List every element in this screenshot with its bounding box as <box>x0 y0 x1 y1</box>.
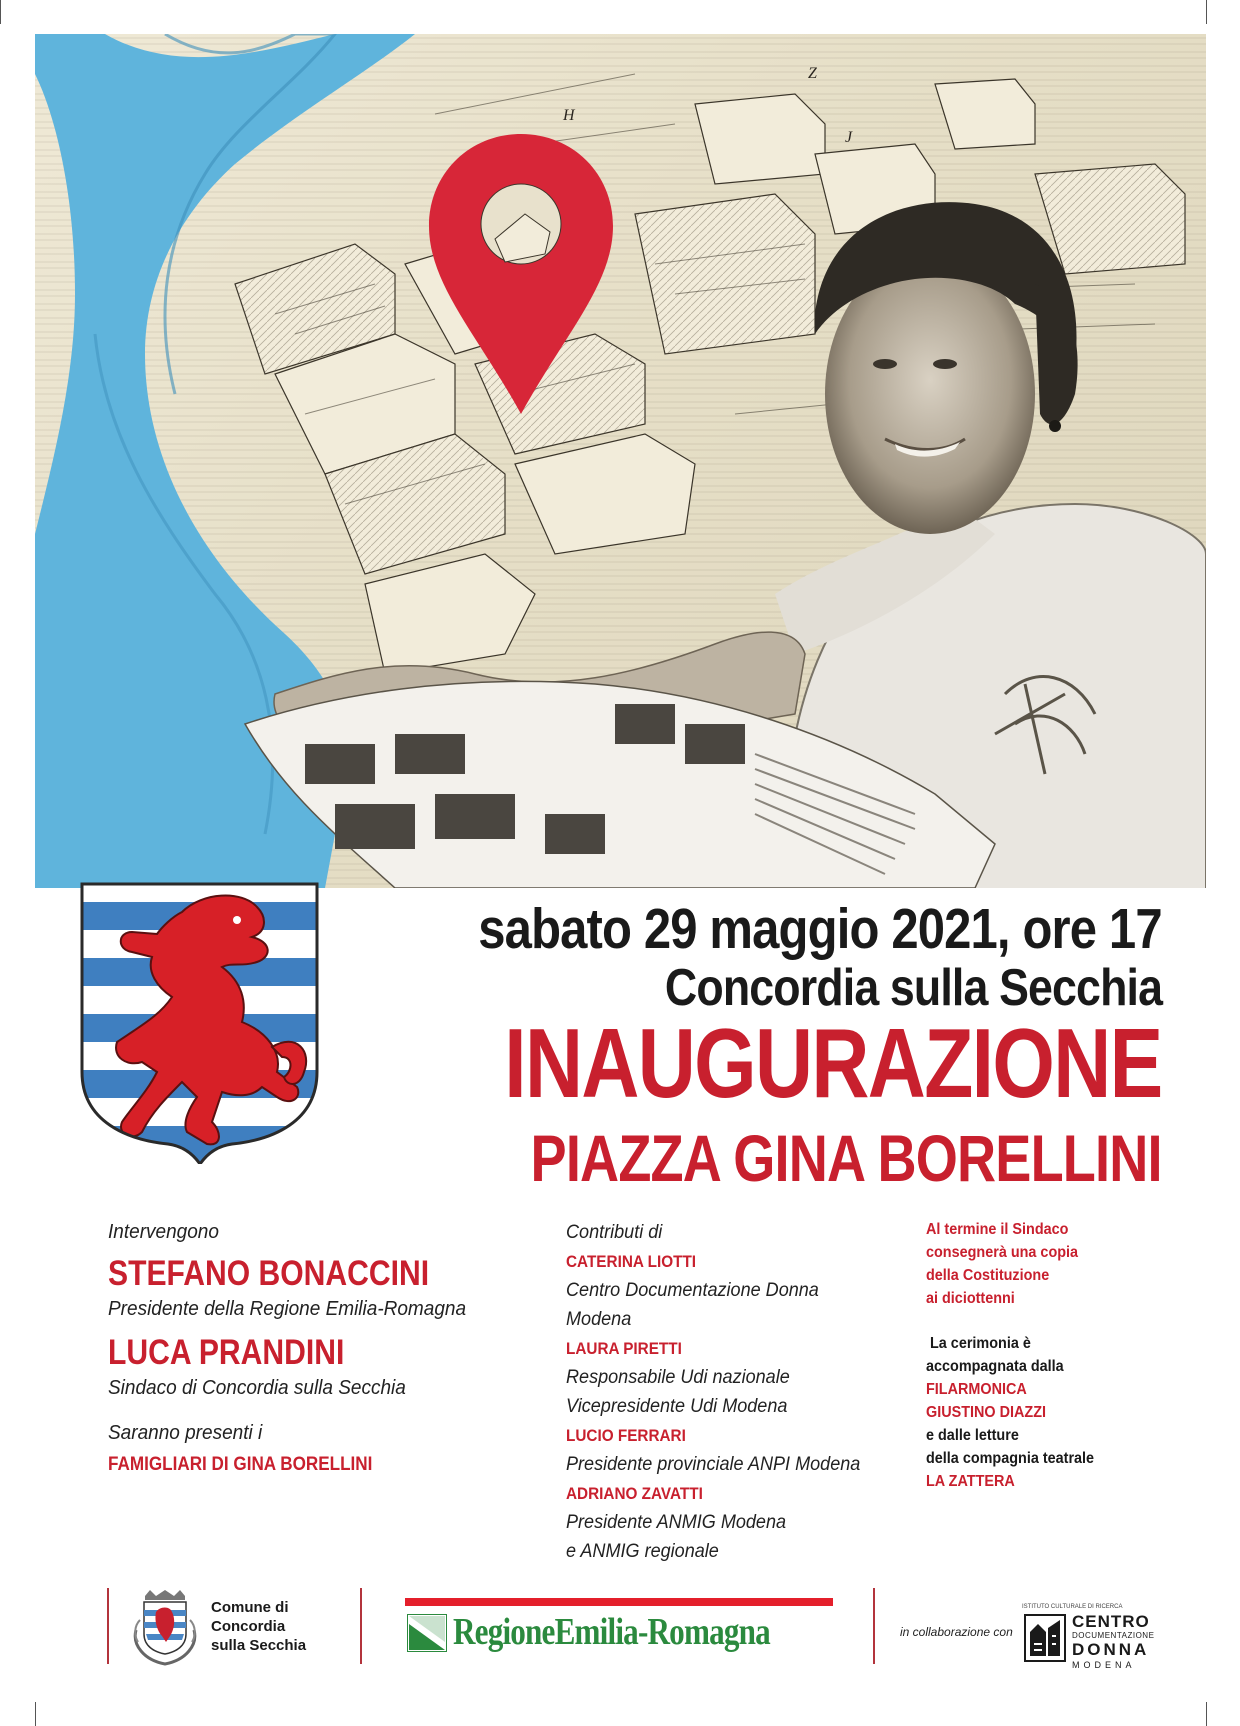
comune-line: sulla Secchia <box>211 1637 307 1654</box>
svg-text:H: H <box>563 107 575 124</box>
hero-image <box>35 34 1206 888</box>
contributors-column <box>566 1218 886 1566</box>
map-illustration <box>35 34 1206 888</box>
crop-mark <box>1206 1702 1207 1726</box>
contributor-role: Centro Documentazione Donna <box>566 1280 819 1301</box>
cdd-emblem-icon <box>1024 1614 1066 1662</box>
contributor-role: Vicepresidente Udi Modena <box>566 1396 788 1417</box>
footer-divider <box>360 1588 362 1664</box>
speaker-name: LUCA PRANDINI <box>108 1333 345 1372</box>
closing-note: ai diciottenni <box>926 1290 1015 1307</box>
cdd-logo <box>1022 1604 1155 1670</box>
footer-divider <box>873 1588 875 1664</box>
contributor-role: Presidente ANMIG Modena <box>566 1512 787 1533</box>
comune-name <box>211 1598 306 1655</box>
region-logo-bar <box>405 1598 833 1606</box>
svg-text:J: J <box>845 129 853 146</box>
cdd-line4: MODENA <box>1072 1660 1136 1670</box>
contributor-role: Presidente provinciale ANPI Modena <box>566 1454 861 1475</box>
present-label: Saranno presenti i <box>108 1422 263 1444</box>
region-logo <box>405 1598 833 1658</box>
band-name: FILARMONICA <box>926 1381 1027 1398</box>
ceremony-text: della compagnia teatrale <box>926 1450 1095 1467</box>
footer-divider <box>107 1588 109 1664</box>
comune-line: Comune di <box>211 1599 289 1616</box>
page-title: INAUGURAZIONE <box>504 1008 1162 1118</box>
contributor-name: LUCIO FERRARI <box>566 1426 686 1445</box>
speakers-intro: Intervengono <box>108 1221 219 1243</box>
contributors-intro: Contributi di <box>566 1222 663 1243</box>
closing-note: Al termine il Sindaco <box>926 1221 1069 1238</box>
cdd-caption: ISTITUTO CULTURALE DI RICERCA <box>1022 1604 1123 1610</box>
contributor-role: Modena <box>566 1309 632 1330</box>
crop-mark <box>1206 0 1207 24</box>
event-place: Concordia sulla Secchia <box>664 959 1162 1017</box>
town-crest <box>72 872 330 1164</box>
speaker-role: Presidente della Regione Emilia-Romagna <box>108 1298 467 1320</box>
contributor-role: e ANMIG regionale <box>566 1541 719 1562</box>
event-date: sabato 29 maggio 2021, ore 17 <box>478 897 1162 961</box>
region-name: RegioneEmilia-Romagna <box>453 1611 770 1653</box>
svg-text:Z: Z <box>808 65 817 82</box>
crop-mark <box>0 0 1 24</box>
ceremony-text: e dalle letture <box>926 1427 1019 1444</box>
region-emblem-icon <box>407 1614 447 1652</box>
crop-mark <box>35 1702 36 1726</box>
speaker-name: STEFANO BONACCINI <box>108 1254 430 1293</box>
cdd-line1: CENTRO <box>1072 1612 1150 1631</box>
cdd-line3: DONNA <box>1072 1640 1150 1659</box>
present-who: FAMIGLIARI DI GINA BORELLINI <box>108 1454 373 1475</box>
ceremony-text: accompagnata dalla <box>926 1358 1064 1375</box>
ceremony-text: La cerimonia è <box>926 1335 1031 1352</box>
closing-note: della Costituzione <box>926 1267 1050 1284</box>
contributor-name: ADRIANO ZAVATTI <box>566 1484 703 1503</box>
theatre-company: LA ZATTERA <box>926 1473 1015 1490</box>
ceremony-column <box>926 1218 1176 1493</box>
contributor-name: LAURA PIRETTI <box>566 1339 682 1358</box>
contributor-role: Responsabile Udi nazionale <box>566 1367 790 1388</box>
page-subtitle: PIAZZA GINA BORELLINI <box>530 1121 1162 1195</box>
speakers-column <box>108 1218 548 1482</box>
band-name: GIUSTINO DIAZZI <box>926 1404 1046 1421</box>
comune-line: Concordia <box>211 1618 286 1635</box>
cdd-line2: DOCUMENTAZIONE <box>1072 1631 1155 1640</box>
comune-crest-icon <box>130 1590 200 1670</box>
speaker-role: Sindaco di Concordia sulla Secchia <box>108 1377 406 1399</box>
contributor-name: CATERINA LIOTTI <box>566 1252 697 1271</box>
collab-label: in collaborazione con <box>900 1625 1013 1639</box>
closing-note: consegnerà una copia <box>926 1244 1079 1261</box>
